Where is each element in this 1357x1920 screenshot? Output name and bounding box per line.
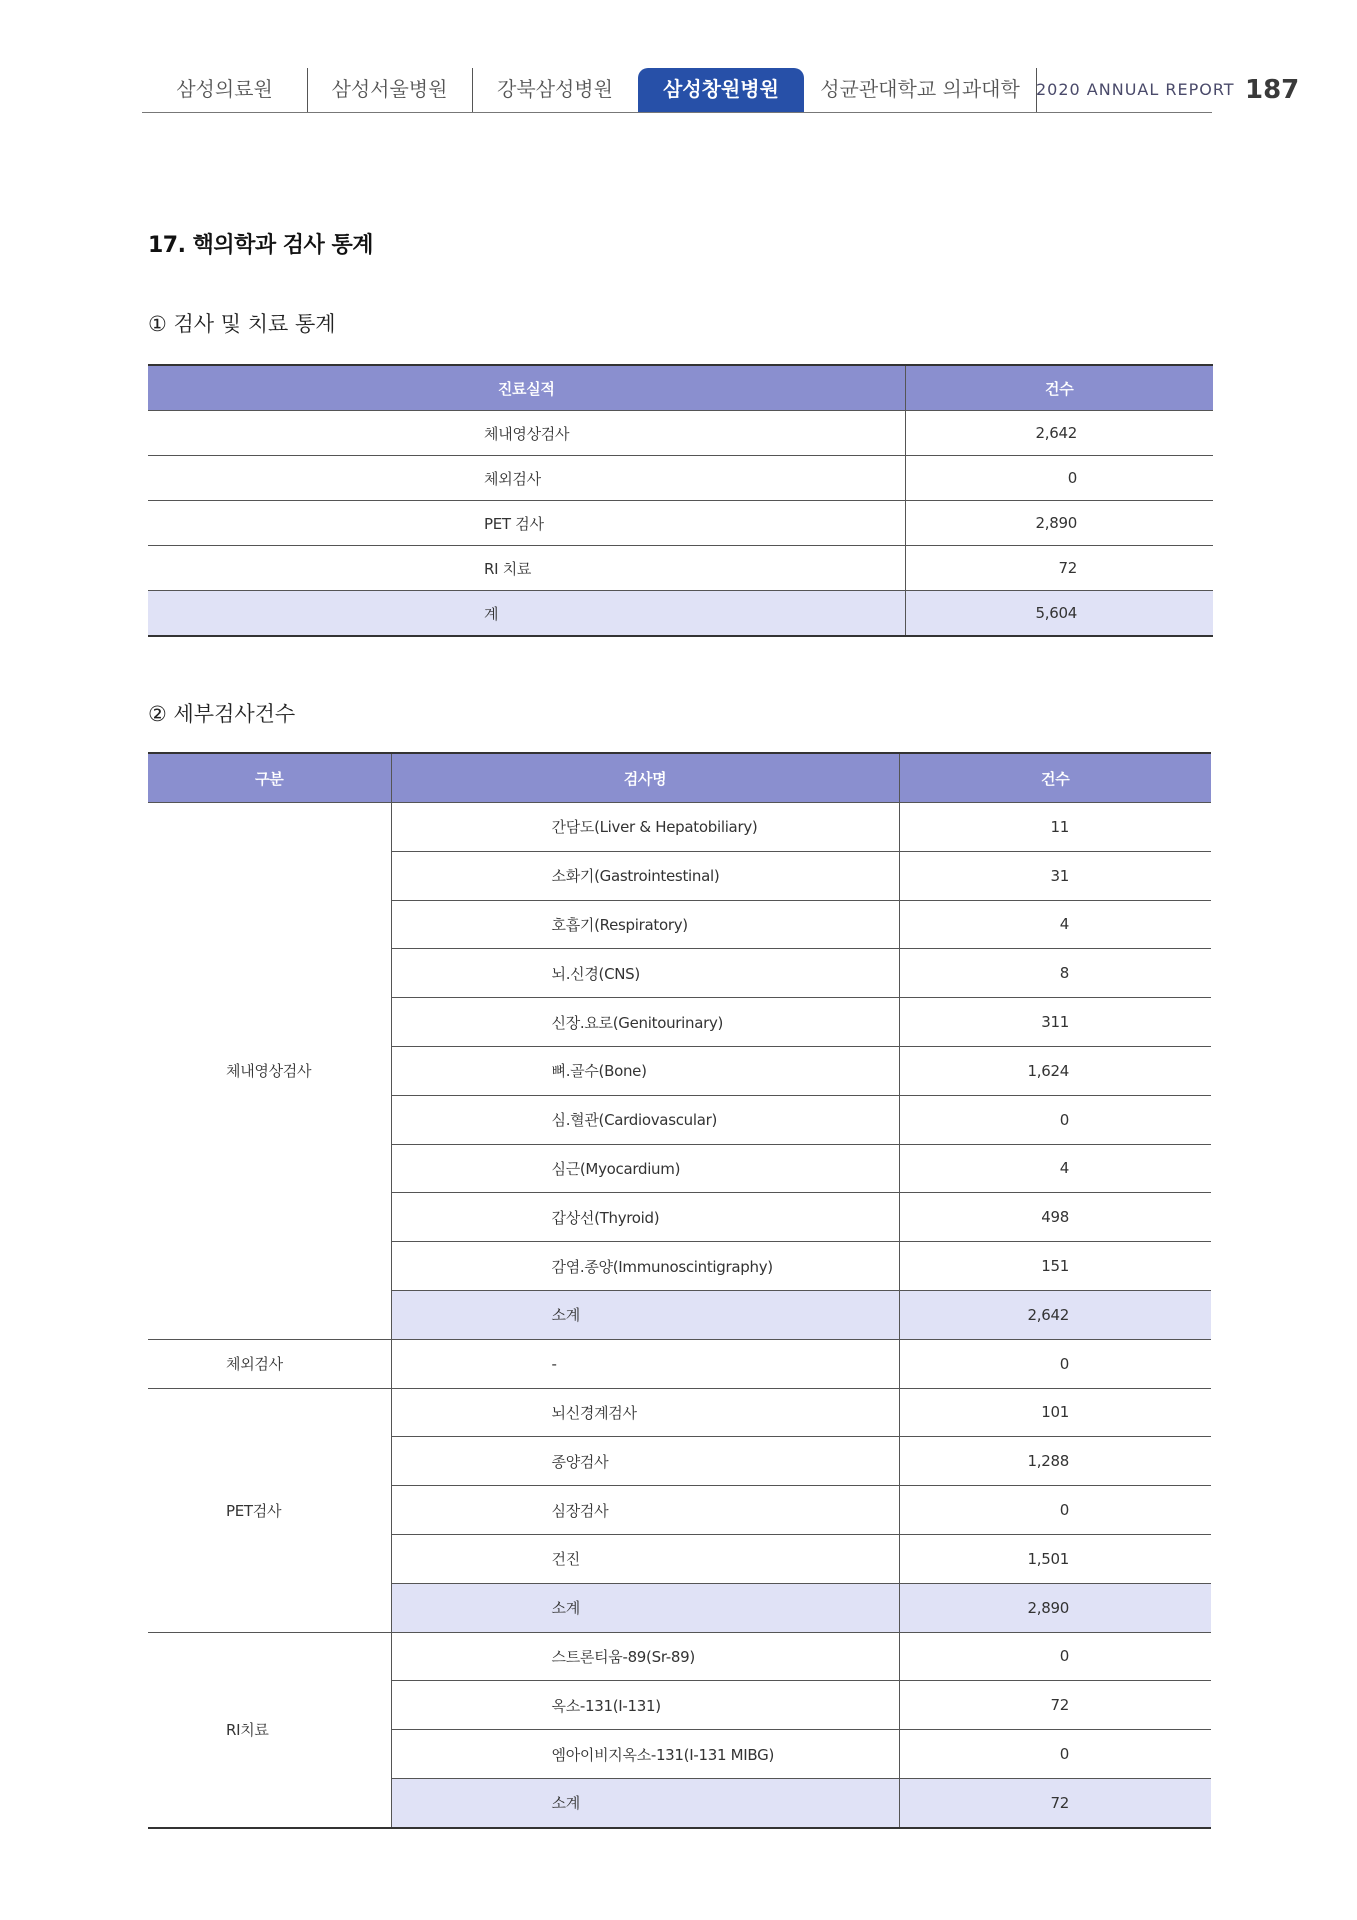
exam-name: 소화기(Gastrointestinal) bbox=[391, 851, 899, 900]
table-row bbox=[148, 411, 1213, 456]
exam-name: 심근(Myocardium) bbox=[391, 1144, 899, 1193]
table-row bbox=[148, 501, 1213, 546]
exam-count: 72 bbox=[899, 1681, 1211, 1730]
exam-name: 스트론티움-89(Sr-89) bbox=[391, 1632, 899, 1681]
exam-name: 심장검사 bbox=[391, 1486, 899, 1535]
exam-count: 151 bbox=[899, 1242, 1211, 1291]
exam-count: 1,501 bbox=[899, 1534, 1211, 1583]
total-label: 계 bbox=[148, 591, 905, 637]
group-cell: 체외검사 bbox=[148, 1339, 391, 1388]
exam-count: 1,288 bbox=[899, 1437, 1211, 1486]
page-number: 187 bbox=[1245, 75, 1300, 105]
header-category: 구분 bbox=[148, 753, 391, 803]
subtotal-label: 소계 bbox=[391, 1290, 899, 1339]
exam-count: 0 bbox=[899, 1730, 1211, 1779]
row-count: 72 bbox=[905, 546, 1213, 591]
header-count: 건수 bbox=[899, 753, 1211, 803]
exam-count: 101 bbox=[899, 1388, 1211, 1437]
exam-count: 1,624 bbox=[899, 1046, 1211, 1095]
exam-count: 8 bbox=[899, 949, 1211, 998]
nav-tab-kangbuk-samsung-hospital[interactable]: 강북삼성병원 bbox=[497, 77, 613, 101]
exam-count: 31 bbox=[899, 851, 1211, 900]
table-row bbox=[148, 1632, 1211, 1681]
row-count: 2,642 bbox=[905, 411, 1213, 456]
table-header-row bbox=[148, 753, 1211, 803]
exam-name: 심.혈관(Cardiovascular) bbox=[391, 1095, 899, 1144]
group-cell: 체내영상검사 bbox=[148, 803, 391, 1340]
table-row bbox=[148, 1339, 1211, 1388]
nav-tab-samsung-seoul-hospital[interactable]: 삼성서울병원 bbox=[307, 68, 473, 112]
row-label: 체내영상검사 bbox=[148, 411, 905, 456]
report-label: 2020 ANNUAL REPORT bbox=[1036, 80, 1235, 99]
exam-name: 뇌.신경(CNS) bbox=[391, 949, 899, 998]
header-performance: 진료실적 bbox=[148, 365, 905, 411]
exam-count: 0 bbox=[899, 1632, 1211, 1681]
nav-tab-samsung-medical-center[interactable]: 삼성의료원 bbox=[142, 68, 308, 112]
exam-count: 4 bbox=[899, 900, 1211, 949]
row-label: RI 치료 bbox=[148, 546, 905, 591]
exam-name: 감염.종양(Immunoscintigraphy) bbox=[391, 1242, 899, 1291]
row-label: 체외검사 bbox=[148, 456, 905, 501]
exam-treatment-table bbox=[148, 364, 1213, 637]
subtotal-count: 2,642 bbox=[899, 1290, 1211, 1339]
exam-name: 엠아이비지옥소-131(I-131 MIBG) bbox=[391, 1730, 899, 1779]
subtotal-count: 2,890 bbox=[899, 1583, 1211, 1632]
exam-count: 0 bbox=[899, 1486, 1211, 1535]
exam-count: 0 bbox=[899, 1339, 1211, 1388]
total-count: 5,604 bbox=[905, 591, 1213, 637]
exam-name: 종양검사 bbox=[391, 1437, 899, 1486]
exam-count: 498 bbox=[899, 1193, 1211, 1242]
nav-tab-samsung-changwon-hospital[interactable]: 삼성창원병원 bbox=[638, 68, 804, 112]
exam-name: 옥소-131(I-131) bbox=[391, 1681, 899, 1730]
table-row bbox=[148, 1388, 1211, 1437]
exam-name: - bbox=[391, 1339, 899, 1388]
exam-count: 311 bbox=[899, 998, 1211, 1047]
row-count: 2,890 bbox=[905, 501, 1213, 546]
row-label: PET 검사 bbox=[148, 501, 905, 546]
exam-count: 11 bbox=[899, 803, 1211, 852]
row-count: 0 bbox=[905, 456, 1213, 501]
subtotal-label: 소계 bbox=[391, 1583, 899, 1632]
table-row bbox=[148, 803, 1211, 852]
exam-name: 간담도(Liver & Hepatobiliary) bbox=[391, 803, 899, 852]
section-title: 17. 핵의학과 검사 통계 bbox=[148, 233, 373, 258]
header-count: 건수 bbox=[905, 365, 1213, 411]
exam-count: 0 bbox=[899, 1095, 1211, 1144]
table-row bbox=[148, 456, 1213, 501]
exam-count: 4 bbox=[899, 1144, 1211, 1193]
group-cell: RI치료 bbox=[148, 1632, 391, 1828]
table-header-row bbox=[148, 365, 1213, 411]
subtotal-label: 소계 bbox=[391, 1778, 899, 1827]
table1-title: ① 검사 및 치료 통계 bbox=[148, 312, 336, 336]
subtotal-count: 72 bbox=[899, 1778, 1211, 1827]
group-cell: PET검사 bbox=[148, 1388, 391, 1632]
exam-name: 신장.요로(Genitourinary) bbox=[391, 998, 899, 1047]
exam-name: 갑상선(Thyroid) bbox=[391, 1193, 899, 1242]
table2-title: ② 세부검사건수 bbox=[148, 702, 296, 726]
total-row bbox=[148, 591, 1213, 637]
exam-name: 뇌신경계검사 bbox=[391, 1388, 899, 1437]
detailed-exam-table bbox=[148, 752, 1211, 1829]
exam-name: 건진 bbox=[391, 1534, 899, 1583]
header-exam-name: 검사명 bbox=[391, 753, 899, 803]
exam-name: 호흡기(Respiratory) bbox=[391, 900, 899, 949]
exam-name: 뼈.골수(Bone) bbox=[391, 1046, 899, 1095]
nav-tab-skku-medicine[interactable]: 성균관대학교 의과대학 bbox=[804, 68, 1037, 112]
table-row bbox=[148, 546, 1213, 591]
